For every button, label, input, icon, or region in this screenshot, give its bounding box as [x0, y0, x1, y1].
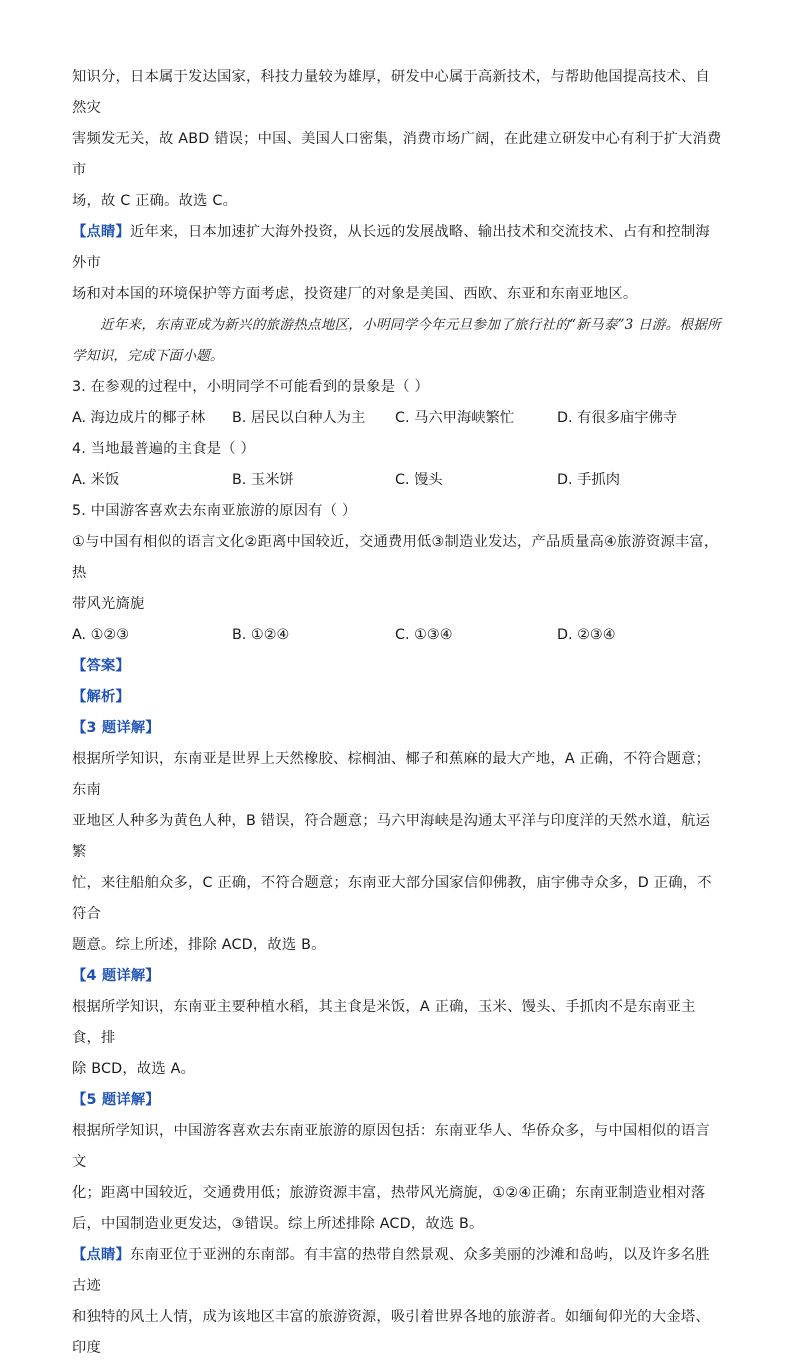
detail-5-tag: 【5 题详解】 [72, 1092, 160, 1108]
q3-option-d: D. 有很多庙宇佛寺 [557, 410, 678, 426]
answer-line [72, 651, 724, 682]
q3-option-a: A. 海边成片的椰子林 [72, 410, 205, 426]
q5-option-b: B. ①②④ [232, 627, 290, 643]
dianjing-tag: 【点睛】 [72, 224, 130, 240]
paragraph-line: 害频发无关，故 ABD 错误；中国、美国人口密集，消费市场广阔，在此建立研发中心有利于扩大消费市 [72, 131, 722, 178]
document-page [72, 62, 724, 1364]
paragraph-line: 场，故 C 正确。故选 C。 [72, 193, 238, 209]
q5-option-c: C. ①③④ [395, 627, 453, 643]
q5-option-d: D. ②③④ [557, 627, 616, 643]
detail-3-line: 根据所学知识，东南亚是世界上天然橡胶、棕榈油、椰子和蕉麻的最大产地，A 正确，不符合题意；东南 [72, 751, 711, 798]
dianjing-text: 近年来，日本加速扩大海外投资，从长远的发展战略、输出技术和交流技术、占有和控制海外市 [72, 224, 710, 271]
dianjing-2 [72, 1240, 724, 1302]
detail-4-line: 除 BCD，故选 A。 [72, 1061, 196, 1077]
q5-option-a: A. ①②③ [72, 627, 130, 643]
q4-option-c: C. 馒头 [395, 472, 443, 488]
detail-4-tag: 【4 题详解】 [72, 968, 160, 984]
dianjing-tag: 【点睛】 [72, 1247, 130, 1263]
q3-option-c: C. 马六甲海峡繁忙 [395, 410, 515, 426]
q4-options [72, 465, 724, 496]
question-5: 5. 中国游客喜欢去东南亚旅游的原因有（ ） [72, 503, 357, 519]
q5-options [72, 620, 724, 651]
intro-line: 近年来，东南亚成为新兴的旅游热点地区，小明同学今年元旦参加了旅行社的“新马泰”3 日游。根据所 [100, 317, 721, 333]
q5-statements: 带风光旖旎 [72, 596, 145, 612]
question-3: 3. 在参观的过程中，小明同学不可能看到的景象是（ ） [72, 379, 429, 395]
detail-3-line: 忙，来往船舶众多，C 正确，不符合题意；东南亚大部分国家信仰佛教，庙宇佛寺众多，D 正确，不符合 [72, 875, 712, 922]
detail-4-line: 根据所学知识，东南亚主要种植水稻，其主食是米饭，A 正确，玉米、馒头、手抓肉不是东南亚主食，排 [72, 999, 696, 1046]
intro-line: 学知识，完成下面小题。 [72, 348, 224, 364]
q5-statements: ①与中国有相似的语言文化②距离中国较近，交通费用低③制造业发达，产品质量高④旅游资源丰富，热 [72, 534, 719, 581]
answer-tag: 【答案】 [72, 658, 130, 674]
detail-3-tag: 【3 题详解】 [72, 720, 160, 736]
detail-3-line: 亚地区人种多为黄色人种，B 错误，符合题意；马六甲海峡是沟通太平洋与印度洋的天然水道，航运繁 [72, 813, 711, 860]
q3-option-b: B. 居民以白种人为主 [232, 410, 366, 426]
q4-option-a: A. 米饭 [72, 472, 120, 488]
paragraph-line: 和独特的风土人情，成为该地区丰富的旅游资源，吸引着世界各地的旅游者。如缅甸仰光的大金塔、印度 [72, 1309, 710, 1356]
detail-5-line: 后，中国制造业更发达，③错误。综上所述排除 ACD，故选 B。 [72, 1216, 484, 1232]
q4-option-d: D. 手抓肉 [557, 472, 620, 488]
dianjing-text: 东南亚位于亚洲的东南部。有丰富的热带自然景观、众多美丽的沙滩和岛屿，以及许多名胜古迹 [72, 1247, 710, 1294]
q3-options [72, 403, 724, 434]
question-4: 4. 当地最普遍的主食是（ ） [72, 441, 255, 457]
dianjing-1 [72, 217, 724, 279]
q4-option-b: B. 玉米饼 [232, 472, 294, 488]
detail-3-line: 题意。综上所述，排除 ACD，故选 B。 [72, 937, 326, 953]
paragraph-line: 场和对本国的环境保护等方面考虑，投资建厂的对象是美国、西欧、东亚和东南亚地区。 [72, 286, 638, 302]
analysis-tag: 【解析】 [72, 689, 130, 705]
paragraph-line: 知识分，日本属于发达国家，科技力量较为雄厚，研发中心属于高新技术，与帮助他国提高技术、自然灾 [72, 69, 710, 116]
detail-5-line: 根据所学知识，中国游客喜欢去东南亚旅游的原因包括：东南亚华人、华侨众多，与中国相似的语言文 [72, 1123, 710, 1170]
detail-5-line: 化；距离中国较近，交通费用低；旅游资源丰富，热带风光旖旎，①②④正确；东南亚制造业相对落 [72, 1185, 706, 1201]
